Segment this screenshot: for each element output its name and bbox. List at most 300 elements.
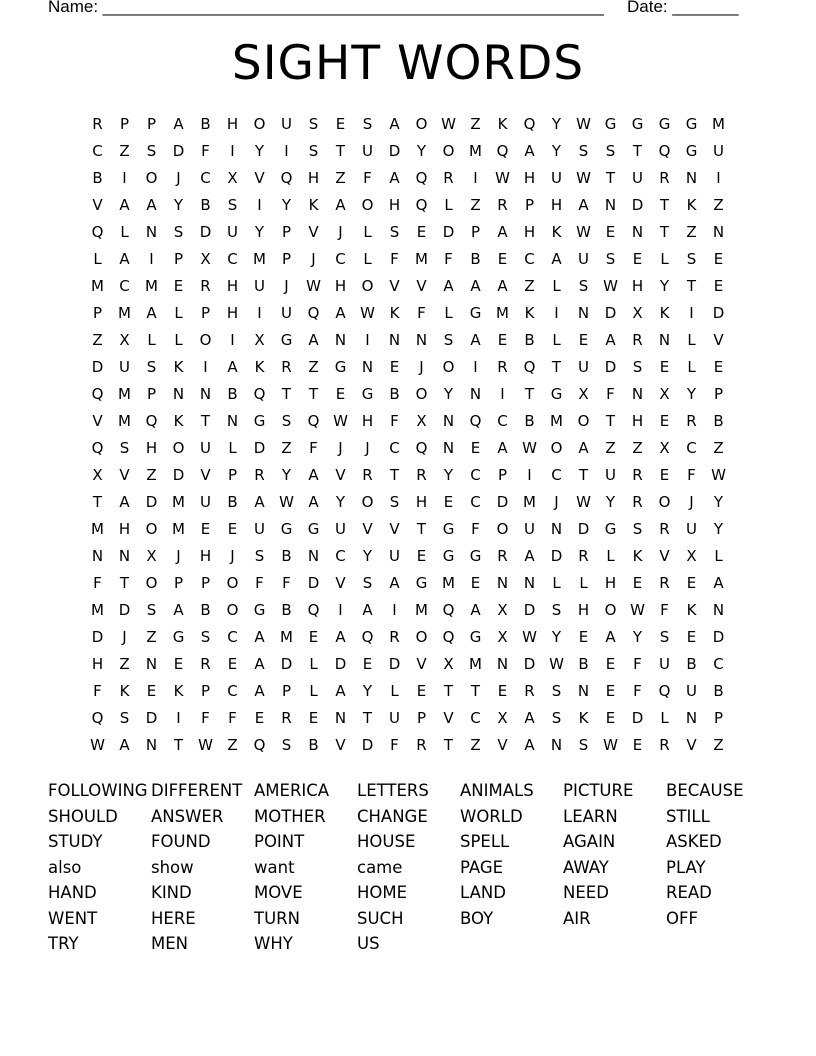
grid-letter: Q [307, 412, 320, 430]
grid-letter: U [281, 304, 292, 322]
grid-letter: Y [254, 142, 265, 160]
grid-letter: I [122, 169, 127, 187]
grid-letter: D [280, 655, 293, 673]
grid-letter: Y [551, 142, 562, 160]
grid-letter: Q [145, 412, 158, 430]
grid-letter: O [361, 277, 374, 295]
grid-letter: P [92, 304, 103, 322]
grid-letter: E [254, 709, 265, 727]
grid-row [84, 273, 732, 300]
grid-letter: H [361, 412, 374, 430]
word-list-item: came [357, 857, 403, 877]
grid-letter: L [687, 331, 696, 349]
grid-letter: R [281, 358, 292, 376]
grid-letter: N [226, 412, 239, 430]
grid-row [84, 543, 732, 570]
grid-letter: W [495, 169, 510, 187]
grid-letter: D [631, 196, 644, 214]
page-title: SIGHT WORDS [231, 36, 585, 91]
grid-letter: F [390, 250, 399, 268]
grid-letter: W [522, 439, 537, 457]
grid-letter: R [443, 169, 454, 187]
grid-letter: U [335, 520, 346, 538]
grid-letter: O [442, 142, 455, 160]
grid-letter: V [389, 520, 400, 538]
grid-letter: B [713, 682, 724, 700]
grid-letter: E [632, 574, 643, 592]
grid-letter: D [604, 304, 617, 322]
grid-letter: W [576, 223, 591, 241]
grid-letter: M [145, 277, 158, 295]
grid-letter: Q [442, 601, 455, 619]
grid-row [84, 165, 732, 192]
grid-letter: A [308, 493, 319, 511]
grid-letter: A [119, 493, 130, 511]
grid-letter: R [659, 520, 670, 538]
grid-letter: T [686, 277, 697, 295]
grid-letter: F [471, 520, 480, 538]
grid-letter: X [443, 655, 454, 673]
grid-letter: M [469, 142, 482, 160]
grid-letter: U [551, 169, 562, 187]
grid-letter: T [659, 223, 670, 241]
grid-letter: M [118, 412, 131, 430]
grid-letter: E [605, 223, 616, 241]
grid-letter: U [713, 142, 724, 160]
grid-letter: H [226, 115, 239, 133]
word-list-item: FOLLOWING [48, 781, 148, 800]
grid-row [84, 597, 732, 624]
grid-letter: X [254, 331, 265, 349]
grid-letter: C [92, 142, 103, 160]
word-list-item: OFF [666, 908, 698, 928]
word-list-item: SHOULD [48, 806, 118, 826]
grid-letter: T [578, 466, 589, 484]
grid-letter: V [335, 574, 346, 592]
grid-letter: Q [91, 385, 104, 403]
grid-letter: G [361, 385, 374, 403]
grid-letter: E [227, 655, 238, 673]
grid-letter: A [443, 277, 454, 295]
grid-letter: U [227, 223, 238, 241]
grid-letter: I [527, 466, 532, 484]
grid-letter: A [308, 331, 319, 349]
grid-letter: B [281, 601, 292, 619]
grid-letter: P [281, 223, 292, 241]
grid-letter: S [578, 277, 589, 295]
grid-letter: C [227, 682, 238, 700]
grid-letter: N [415, 331, 428, 349]
grid-letter: C [335, 547, 346, 565]
grid-letter: E [632, 250, 643, 268]
grid-letter: U [389, 709, 400, 727]
grid-letter: O [361, 196, 374, 214]
word-list-item: SPELL [460, 832, 510, 851]
grid-letter: O [550, 439, 563, 457]
grid-letter: T [605, 169, 616, 187]
grid-letter: K [524, 304, 535, 322]
grid-letter: Z [713, 439, 724, 457]
word-list-item: HOUSE [357, 832, 416, 851]
grid-letter: A [335, 304, 346, 322]
grid-letter: S [578, 736, 589, 754]
grid-letter: F [390, 736, 399, 754]
grid-letter: A [173, 601, 184, 619]
grid-letter: W [576, 115, 591, 133]
grid-letter: Z [281, 439, 292, 457]
grid-letter: V [92, 196, 103, 214]
grid-letter: E [335, 115, 346, 133]
grid-letter: P [200, 574, 211, 592]
grid-letter: X [497, 628, 508, 646]
grid-letter: U [254, 277, 265, 295]
grid-letter: N [91, 547, 104, 565]
grid-row [84, 219, 732, 246]
word-list-item: SUCH [357, 908, 404, 928]
grid-letter: J [419, 358, 424, 376]
grid-letter: G [604, 520, 617, 538]
grid-letter: T [605, 412, 616, 430]
grid-letter: O [253, 115, 266, 133]
grid-letter: K [308, 196, 319, 214]
grid-letter: D [334, 655, 347, 673]
grid-row [84, 624, 732, 651]
grid-letter: N [631, 223, 644, 241]
grid-row [84, 408, 732, 435]
grid-letter: S [605, 250, 616, 268]
grid-letter: Q [307, 304, 320, 322]
grid-letter: O [415, 628, 428, 646]
grid-letter: B [524, 412, 535, 430]
grid-letter: Y [281, 196, 292, 214]
word-list-item: ANIMALS [460, 781, 534, 800]
grid-letter: B [389, 385, 400, 403]
grid-letter: Q [91, 223, 104, 241]
grid-letter: P [200, 304, 211, 322]
grid-letter: G [469, 304, 482, 322]
grid-letter: D [91, 628, 104, 646]
grid-letter: P [119, 115, 130, 133]
grid-letter: H [145, 439, 158, 457]
grid-letter: R [362, 466, 373, 484]
grid-letter: Q [253, 385, 266, 403]
grid-letter: R [416, 736, 427, 754]
grid-letter: A [146, 304, 157, 322]
grid-letter: Q [496, 142, 509, 160]
grid-letter: L [174, 331, 183, 349]
grid-letter: H [523, 223, 536, 241]
grid-letter: S [281, 412, 292, 430]
grid-letter: E [605, 655, 616, 673]
grid-letter: N [712, 223, 725, 241]
grid-letter: I [554, 304, 559, 322]
grid-letter: O [199, 331, 212, 349]
grid-letter: R [497, 358, 508, 376]
grid-letter: C [551, 466, 562, 484]
grid-letter: A [578, 196, 589, 214]
grid-letter: K [497, 115, 508, 133]
grid-letter: S [308, 142, 319, 160]
grid-letter: L [552, 277, 561, 295]
word-list-item: ASKED [666, 832, 722, 851]
grid-letter: E [713, 277, 724, 295]
grid-letter: L [714, 547, 723, 565]
grid-letter: X [686, 547, 697, 565]
grid-letter: S [146, 601, 157, 619]
grid-letter: R [659, 169, 670, 187]
grid-letter: J [365, 439, 370, 457]
grid-letter: X [416, 412, 427, 430]
grid-letter: N [469, 385, 482, 403]
grid-letter: K [173, 412, 184, 430]
grid-letter: S [362, 115, 373, 133]
grid-letter: Q [523, 358, 536, 376]
grid-letter: S [281, 736, 292, 754]
grid-letter: X [659, 439, 670, 457]
word-list [48, 778, 769, 957]
grid-letter: A [335, 682, 346, 700]
grid-letter: M [172, 520, 185, 538]
grid-letter: N [604, 196, 617, 214]
grid-letter: Q [415, 439, 428, 457]
word-list-item: show [151, 857, 194, 877]
grid-letter: F [255, 574, 264, 592]
grid-letter: Q [307, 601, 320, 619]
grid-letter: M [91, 520, 104, 538]
grid-letter: Z [470, 736, 481, 754]
grid-letter: N [118, 547, 131, 565]
grid-letter: Y [551, 628, 562, 646]
grid-letter: P [227, 466, 238, 484]
grid-letter: V [416, 277, 427, 295]
grid-letter: E [578, 628, 589, 646]
grid-letter: S [389, 493, 400, 511]
grid-letter: A [227, 358, 238, 376]
grid-letter: S [632, 520, 643, 538]
grid-letter: D [631, 709, 644, 727]
grid-letter: G [253, 412, 266, 430]
grid-letter: T [362, 709, 373, 727]
grid-letter: U [200, 439, 211, 457]
grid-letter: V [92, 412, 103, 430]
grid-letter: B [200, 196, 211, 214]
grid-letter: K [632, 547, 643, 565]
grid-letter: S [119, 439, 130, 457]
grid-letter: X [497, 709, 508, 727]
word-list-item: CHANGE [357, 806, 428, 826]
grid-letter: E [146, 682, 157, 700]
grid-letter: H [577, 601, 590, 619]
grid-letter: V [335, 466, 346, 484]
grid-letter: P [173, 250, 184, 268]
grid-letter: R [659, 574, 670, 592]
grid-letter: N [334, 331, 347, 349]
grid-letter: C [470, 709, 481, 727]
grid-letter: V [335, 736, 346, 754]
grid-letter: A [470, 277, 481, 295]
word-list-item: LEARN [563, 806, 618, 826]
grid-letter: G [253, 601, 266, 619]
grid-letter: D [307, 574, 320, 592]
grid-letter: Z [146, 628, 157, 646]
grid-letter: N [361, 358, 374, 376]
grid-letter: K [173, 682, 184, 700]
grid-letter: A [335, 196, 346, 214]
grid-letter: B [713, 412, 724, 430]
grid-letter: E [173, 655, 184, 673]
grid-letter: S [146, 142, 157, 160]
grid-letter: G [334, 358, 347, 376]
grid-letter: V [308, 223, 319, 241]
grid-letter: M [469, 655, 482, 673]
word-list-item: AMERICA [254, 781, 330, 800]
grid-letter: Y [713, 493, 724, 511]
grid-letter: U [200, 493, 211, 511]
grid-letter: Q [523, 115, 536, 133]
grid-letter: G [469, 547, 482, 565]
grid-letter: A [362, 601, 373, 619]
grid-letter: E [443, 493, 454, 511]
grid-letter: A [497, 277, 508, 295]
grid-letter: A [470, 331, 481, 349]
grid-letter: Y [443, 466, 454, 484]
grid-letter: L [174, 304, 183, 322]
grid-letter: A [119, 196, 130, 214]
grid-letter: X [632, 304, 643, 322]
grid-letter: Q [442, 628, 455, 646]
grid-row [84, 516, 732, 543]
grid-letter: G [658, 115, 671, 133]
grid-letter: I [257, 304, 262, 322]
grid-letter: I [473, 358, 478, 376]
grid-row [84, 705, 732, 732]
grid-letter: D [523, 601, 536, 619]
grid-letter: T [470, 682, 481, 700]
word-list-item: HOME [357, 883, 408, 902]
grid-letter: Q [253, 736, 266, 754]
grid-letter: N [145, 655, 158, 673]
word-list-item: WORLD [460, 806, 523, 826]
grid-letter: E [470, 439, 481, 457]
grid-letter: S [200, 628, 211, 646]
grid-letter: R [686, 412, 697, 430]
grid-letter: I [500, 385, 505, 403]
grid-letter: S [443, 331, 454, 349]
grid-letter: Z [308, 358, 319, 376]
grid-letter: L [444, 304, 453, 322]
grid-letter: G [280, 331, 293, 349]
grid-letter: X [119, 331, 130, 349]
grid-letter: Z [632, 439, 643, 457]
grid-row [84, 300, 732, 327]
grid-letter: F [93, 574, 102, 592]
grid-letter: N [172, 385, 185, 403]
grid-letter: E [497, 250, 508, 268]
grid-letter: K [254, 358, 265, 376]
grid-letter: O [145, 520, 158, 538]
grid-letter: L [228, 439, 237, 457]
grid-letter: I [149, 250, 154, 268]
grid-letter: T [200, 412, 211, 430]
grid-letter: N [577, 304, 590, 322]
grid-letter: S [173, 223, 184, 241]
grid-letter: L [363, 250, 372, 268]
grid-letter: J [554, 493, 559, 511]
grid-letter: O [361, 493, 374, 511]
grid-letter: B [578, 655, 589, 673]
grid-letter: B [308, 736, 319, 754]
grid-letter: V [119, 466, 130, 484]
grid-letter: E [308, 709, 319, 727]
grid-letter: M [118, 385, 131, 403]
grid-letter: M [91, 601, 104, 619]
grid-letter: L [660, 709, 669, 727]
grid-letter: R [497, 547, 508, 565]
grid-letter: C [389, 439, 400, 457]
grid-letter: K [119, 682, 130, 700]
grid-letter: S [308, 115, 319, 133]
grid-letter: Q [361, 628, 374, 646]
grid-letter: P [200, 682, 211, 700]
grid-letter: J [338, 223, 343, 241]
grid-letter: Y [632, 628, 643, 646]
grid-letter: J [122, 628, 127, 646]
grid-letter: E [578, 331, 589, 349]
grid-letter: J [284, 277, 289, 295]
word-list-item: PAGE [460, 857, 504, 877]
grid-letter: I [257, 196, 262, 214]
grid-letter: I [689, 304, 694, 322]
grid-letter: M [523, 493, 536, 511]
grid-letter: P [146, 385, 157, 403]
grid-letter: T [335, 142, 346, 160]
grid-letter: A [254, 628, 265, 646]
grid-letter: H [388, 196, 401, 214]
grid-letter: L [606, 547, 615, 565]
grid-letter: G [442, 520, 455, 538]
grid-letter: R [200, 277, 211, 295]
grid-letter: F [363, 169, 372, 187]
grid-letter: D [496, 493, 509, 511]
grid-letter: W [522, 628, 537, 646]
grid-letter: M [712, 115, 725, 133]
grid-letter: T [308, 385, 319, 403]
grid-letter: E [713, 250, 724, 268]
grid-letter: C [524, 250, 535, 268]
grid-letter: H [307, 169, 320, 187]
grid-letter: W [441, 115, 456, 133]
grid-letter: F [93, 682, 102, 700]
grid-letter: E [605, 682, 616, 700]
grid-letter: R [389, 628, 400, 646]
grid-letter: N [496, 655, 509, 673]
grid-letter: X [497, 601, 508, 619]
grid-letter: B [92, 169, 103, 187]
grid-letter: E [686, 574, 697, 592]
grid-letter: E [497, 331, 508, 349]
word-list-item: PICTURE [563, 781, 634, 800]
grid-letter: D [91, 358, 104, 376]
grid-letter: S [578, 142, 589, 160]
grid-letter: Z [470, 196, 481, 214]
grid-letter: N [550, 736, 563, 754]
grid-letter: E [173, 277, 184, 295]
grid-letter: C [470, 493, 481, 511]
grid-letter: G [550, 385, 563, 403]
grid-letter: B [200, 115, 211, 133]
grid-letter: P [497, 466, 508, 484]
grid-letter: W [603, 736, 618, 754]
